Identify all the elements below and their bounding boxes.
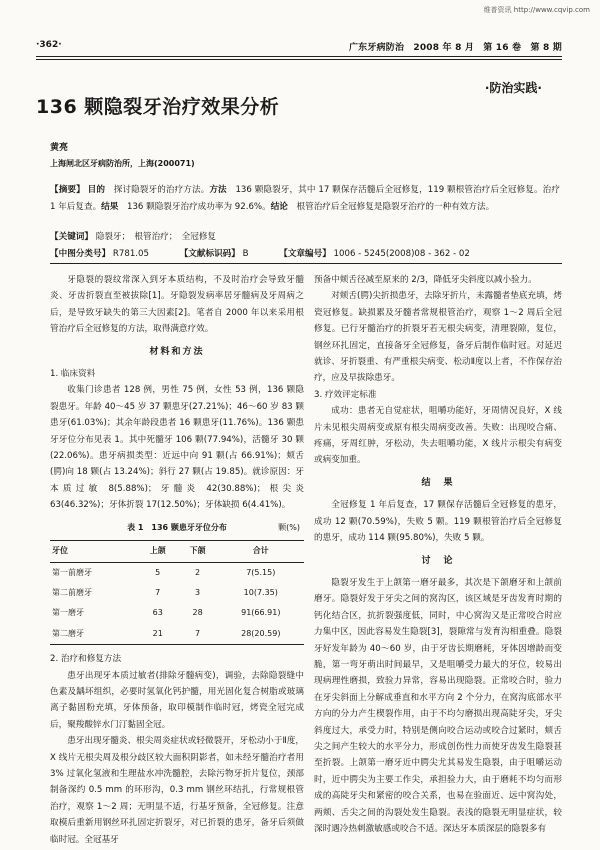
tooth-position-table [50, 540, 304, 645]
cell: 第二前磨牙 [52, 587, 92, 597]
result-text: 136 颗隐裂牙治疗成功率为 92.6%。 [126, 202, 271, 212]
treatment-paragraph: 患牙出现牙本质过敏者(排除牙髓病变)，调验，去除隐裂缝中色素及龋坏组织，必要时氢氧化钙护髓，用光固化复合树脂或玻璃离子黏固粉充填，牙体预备，取印模制作临时冠，烤瓷全冠完成后，聚羧酸锌水门汀黏固全冠。 [50, 670, 304, 730]
cell: 第一磨牙 [52, 608, 84, 618]
clc-label: 【中图分类号】 [50, 249, 111, 259]
article-title: 136 颗隐裂牙治疗效果分析 [36, 96, 280, 118]
cell: 3 [195, 587, 201, 597]
abstract [50, 182, 560, 216]
article-no-value: 1006 - 5245(2008)08 - 362 - 02 [333, 249, 470, 259]
results-paragraph: 全冠修复 1 年后复查，17 颗保存活髓后全冠修复的患牙，成功 12 颗(70.59%)，失败 5 颗。119 颗根管治疗后全冠修复的患牙，成功 114 颗(95.80%)，失败 5 颗。 [314, 500, 562, 544]
cell: 第二磨牙 [52, 628, 84, 638]
table-row [50, 603, 304, 623]
table-title: 表 1 136 颗患牙牙位分布 [127, 522, 227, 532]
watermark: 维普资讯 http://www.cqvip.com [483, 6, 590, 14]
method-text: 136 颗隐裂牙，其中 17 颗保存活髓后全冠修复，119 颗根管治疗后全冠修复。治疗 1 年后复查。 [50, 185, 560, 212]
clc-value: R781.05 [112, 249, 149, 259]
cell: 5 [155, 567, 161, 577]
section-tag: ·防治实践· [484, 81, 542, 95]
header-rule [36, 56, 562, 57]
article-no-label: 【文章编号】 [279, 249, 331, 259]
doc-code-value: B [242, 249, 249, 259]
keywords [50, 230, 216, 242]
treatment-heading: 2. 治疗和修复方法 [50, 654, 122, 665]
table-unit: 颗(%) [278, 522, 300, 532]
evaluation-heading: 3. 疗效评定标准 [314, 389, 377, 400]
purpose-text: 探讨隐裂牙的治疗方法。 [113, 185, 210, 195]
abstract-label: 【摘要】 [50, 185, 85, 195]
affiliation: 上海闸北区牙病防治所，上海(200071) [50, 159, 195, 168]
method-label: 方法 [209, 185, 227, 195]
th-total: 合计 [252, 546, 269, 556]
th-position: 牙位 [52, 546, 68, 556]
keywords-label: 【关键词】 [50, 232, 93, 242]
methods-heading: 材料和方法 [149, 346, 205, 357]
cell: 7(5.15) [246, 567, 276, 577]
cell: 7 [155, 587, 161, 597]
treatment-paragraph-2: 患牙出现牙髓炎、根尖周炎症状或轻微裂开，牙松动小于Ⅱ度，X 线片无根尖周及根分歧区较大面积阴影者，如未经牙髓治疗者用 3% 过氧化氢液和生理盐水冲洗髓腔，去除污物牙折片复位，颈部制备深约 0.5 mm 的环形沟，0.3 mm 钢丝环结扎，行常规根管治疗，观察 1～2 周；无明显不适，行基牙预备，全冠修复。注意取模后重新用钢丝环扎固定折裂牙，对已折裂的患牙，备牙后须做临时冠。全冠基牙 [50, 736, 304, 845]
right-column [314, 272, 562, 837]
cell: 7 [195, 628, 201, 638]
continued-paragraph: 预备中颊舌径减至原来的 2/3，降低牙尖斜度以减小验力。 [314, 275, 537, 285]
cell: 28(20.59) [241, 628, 281, 638]
cell: 28 [192, 608, 203, 618]
cell: 第一前磨牙 [52, 567, 92, 577]
th-upper: 上颌 [149, 546, 166, 556]
conclusion-label: 结论 [270, 202, 288, 212]
th-lower: 下颌 [189, 546, 206, 556]
journal-header: 广东牙病防治 2008 年 8 月 第 16 卷 第 8 期 [348, 43, 562, 53]
table-row [50, 583, 304, 603]
page-number: ·362· [36, 40, 62, 50]
left-column [50, 272, 304, 848]
purpose-label: 目的 [87, 185, 106, 195]
cell: 10(7.35) [243, 587, 278, 597]
intro-paragraph: 牙隐裂的裂纹常深入到牙本质结构，不及时治疗会导致牙髓炎、牙齿折裂直至被拔除[1]。牙隐裂发病率居牙髓病及牙周病之后，是导致牙缺失的第三大因素[2]。笔者自 2000 年以来采用根管治疗后全冠修复的方法，取得满意疗效。 [50, 275, 304, 335]
table-row [50, 562, 304, 583]
doc-code-label: 【文献标识码】 [179, 249, 240, 259]
author: 黄亮 [50, 143, 69, 153]
result-label: 结果 [101, 202, 119, 212]
keywords-text: 隐裂牙； 根管治疗； 全冠修复 [95, 232, 217, 242]
clinical-data-paragraph: 收集门诊患者 128 例，男性 75 例，女性 53 例，136 颗隐裂患牙。年龄 40～45 岁 37 颗患牙(27.21%)；46～60 岁 83 颗患牙(61.03%)；其余年龄段患者 16 颗患牙(11.76%)。136 颗患牙牙位分布见表 1。其中死髓牙 106 颗(77.94%)，活髓牙 30 颗(22.06%)。患牙病损类型：近远中向 91 颗(占 66.91%)；颊舌(腭)向 18 颗(占 13.24%)；斜行 27 颗(占 19.85)。就诊原因：牙本质过敏 8(5.88%)；牙髓炎 42(30.88%)；根尖炎 63(46.32%)；牙体折裂 17(12.50%)；牙体缺损 6(4.41%)。 [50, 385, 304, 511]
fracture-paragraph: 对颊舌(腭)尖折损患牙，去除牙折片，未露髓者垫底充填，烤瓷冠修复。缺损累及牙髓者常规根管治疗，观察 1～2 周后全冠修复。已行牙髓治疗的折裂牙若无根尖病变，清理裂隙，复位，钢丝环扎固定，直接备牙全冠修复，备牙后制作临时冠。对延迟就诊、牙折裂重、有严重根尖病变、松动Ⅱ度以上者，不作保存治疗，应及早拔除患牙。 [314, 291, 562, 384]
header-rule-2 [36, 59, 562, 60]
table-caption [50, 520, 304, 536]
discussion-heading: 讨 论 [421, 555, 455, 566]
cell: 21 [152, 628, 163, 638]
conclusion-text: 根管治疗后全冠修复是隐裂牙治疗的一种有效方法。 [296, 202, 495, 212]
clinical-data-heading: 1. 临床资料 [50, 369, 96, 380]
meta-rule [50, 263, 562, 264]
table-row [50, 624, 304, 645]
cell: 91(66.91) [241, 608, 281, 618]
discussion-paragraph: 隐裂牙发生于上颌第一磨牙最多，其次是下颌磨牙和上颌前磨牙。隐裂好发于牙尖之间的窝沟区，该区域是牙齿发育时期的钙化结合区，抗折裂强度低，同时，中心窝沟又是正常咬合时应力集中区，因此容易发生隐裂[3]，裂隙常与发育沟相重叠。隐裂牙好发年龄为 40～60 岁，由于牙齿长期磨耗，牙体因增龄而变脆，第一弯牙萌出时间最早，又是咀嚼受力最大的牙位，较易出现病理性磨损，致验力异常，容易出现隐裂。正常咬合时，验力在牙尖斜面上分解成垂直和水平方向 2 个分力，在窝沟底部水平方向的分力产生楔裂作用，由于不均匀磨损出现高陡牙尖，牙尖斜度过大，承受力时，特别是侧向咬合运动或咬合过紧时，颊舌尖之间产生较大的水平分力，形成创伤性力而使牙齿发生隐裂甚至折裂。上颌第一磨牙近中腭尖尤其易发生隐裂，由于咀嚼运动时，近中腭尖为主要工作尖，承担验力大，由于磨耗不均匀而形成的高陡牙尖和紧密的咬合关系，也易在验面近、远中窝沟处，两颊、舌尖之间的沟裂处发生隐裂。表浅的隐裂无明显症状，较深时遇冷热刺激敏感或咬合不适。深达牙本质深层的隐裂多有 [314, 577, 562, 834]
results-heading: 结 果 [421, 477, 455, 488]
article-meta [50, 247, 570, 259]
evaluation-paragraph: 成功：患者无自觉症状，咀嚼功能好，牙周情况良好，X 线片未见根尖周病变或原有根尖周病变改善。失败：出现咬合痛、疼痛，牙周红肿，牙松动，失去咀嚼功能，X 线片示根尖有病变或病变加重。 [314, 406, 562, 466]
cell: 2 [195, 567, 201, 577]
cell: 63 [152, 608, 163, 618]
